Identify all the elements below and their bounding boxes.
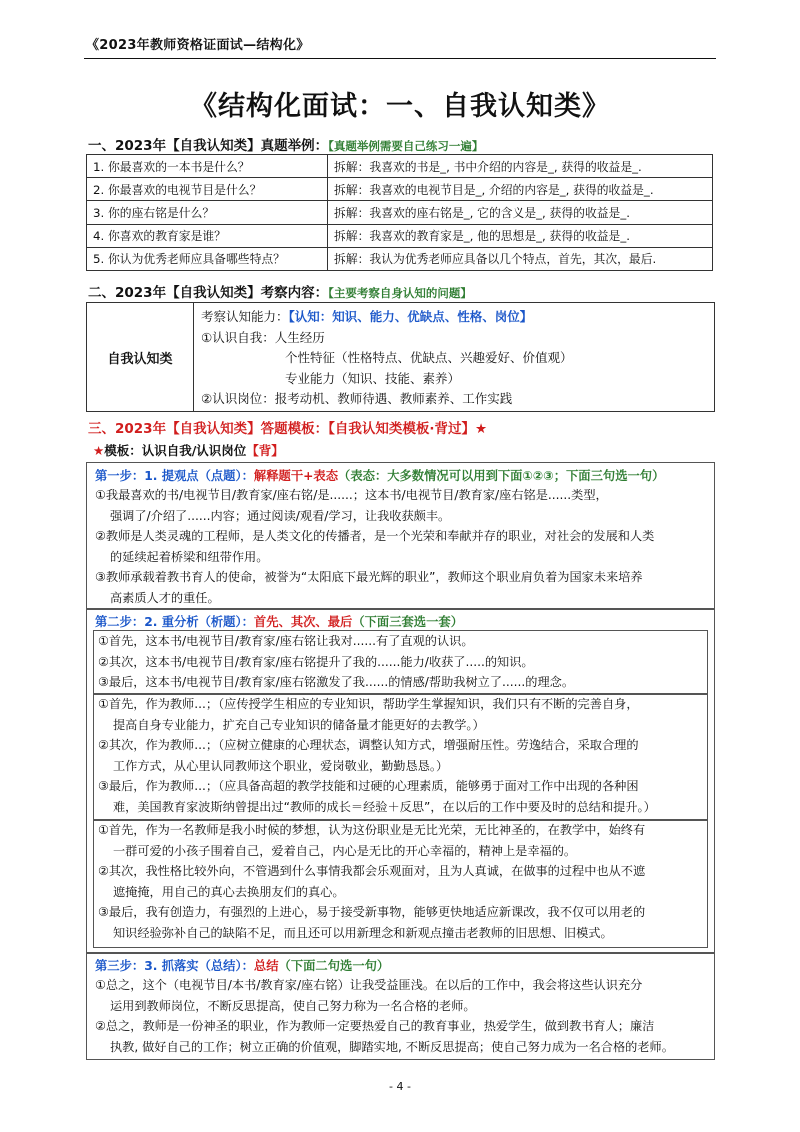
step3-p2b: 执教, 做好自己的工作；树立正确的价值观，脚踏实地, 不断反思提高；使自己努力成为一名合格的老师。 bbox=[110, 1039, 674, 1054]
step1-focus: 解释题干+表态 bbox=[253, 469, 339, 483]
template-label: 模板：认识自我/认识岗位 bbox=[104, 443, 247, 458]
option-b-3a: ③最后，作为教师...；（应具备高超的教学技能和过硬的心理素质，能够勇于面对工作中出现的各种困 bbox=[98, 779, 639, 793]
section1-note: 【真题举例需要自己练习一遍】 bbox=[328, 139, 484, 153]
category-label: 自我认知类 bbox=[87, 303, 194, 411]
step3-p1a: ①总之，这个（电视节目/本书/教育家/座右铭）让我受益匪浅。在以后的工作中，我会将这些认识充分 bbox=[95, 978, 643, 992]
ability-keys: 【认知：知识、能力、优缺点、性格、岗位】 bbox=[288, 309, 533, 324]
option-c-1a: ①首先，作为一名教师是我小时候的梦想，认为这份职业是无比光荣，无比神圣的，在教学中，始终有 bbox=[98, 823, 646, 837]
option-c-2a: ②其次，我性格比较外向，不管遇到什么事情我都会乐观面对，且为人真诚，在做事的过程中也从不遮 bbox=[98, 864, 646, 878]
option-c-3b: 知识经验弥补自己的缺陷不足，而且还可以用新理念和新观点撞击老教师的旧思想、旧模式。 bbox=[113, 925, 613, 940]
section3-heading: 三、2023年【自我认知类】答题模板：【自我认知类模板·背过】★ bbox=[88, 421, 488, 437]
answer-cell: 拆解：我喜欢的教育家是_, 他的思想是_, 获得的收益是_. bbox=[328, 224, 713, 247]
step1-p2b: 的延续起着桥梁和纽带作用。 bbox=[110, 549, 269, 564]
question-cell: 1. 你最喜欢的一本书是什么？ bbox=[87, 155, 328, 178]
ability-line bbox=[201, 307, 573, 328]
step2-focus: 首先、其次、最后 bbox=[253, 615, 353, 629]
header-rule bbox=[84, 58, 716, 59]
question-cell: 2. 你最喜欢的电视节目是什么？ bbox=[87, 178, 328, 201]
trait-line: 个性特征（性格特点、优缺点、兴趣爱好、价值观） bbox=[285, 350, 573, 365]
option-a-3: ③最后，这本书/电视节目/教育家/座右铭激发了我......的情感/帮助我树立了......的理念。 bbox=[98, 675, 575, 689]
running-title: 《2023年教师资格证面试—结构化》 bbox=[86, 38, 310, 53]
step3-p2a: ②总之，教师是一份神圣的职业，作为教师一定要热爱自己的教育事业，热爱学生，做到教书育人；廉洁 bbox=[95, 1019, 655, 1033]
content-table bbox=[86, 302, 715, 412]
template-tag: 【背】 bbox=[246, 443, 284, 458]
option-c-1b: 一群可爱的小孩子围着自己，爱着自己，内心是无比的开心幸福的，精神上是幸福的。 bbox=[113, 843, 577, 858]
step1-p2a: ②教师是人类灵魂的工程师，是人类文化的传播者，是一个光荣和奉献并存的职业，对社会的发展和人类 bbox=[95, 529, 655, 543]
section2-heading bbox=[88, 281, 472, 301]
step3-note: （下面二句选一句） bbox=[278, 959, 390, 973]
table-row bbox=[87, 155, 713, 178]
option-c bbox=[98, 820, 645, 943]
page-title: 《结构化面试：一、自我认知类》 bbox=[190, 91, 610, 122]
step1-p3a: ③教师承载着教书育人的使命，被誉为“太阳底下最光辉的职业”，教师这个职业肩负着为国家未来培养 bbox=[95, 570, 643, 584]
option-b-2a: ②其次，作为教师...；（应树立健康的心理状态，调整认知方式，增强耐压性。劳逸结合，采取合理的 bbox=[98, 738, 639, 752]
answer-cell: 拆解：我喜欢的座右铭是_, 它的含义是_, 获得的收益是_. bbox=[328, 201, 713, 224]
step1-p1a: ①我最喜欢的书/电视节目/教育家/座右铭/是......；这本书/电视节目/教育家/座右铭是......类型， bbox=[95, 488, 608, 502]
section2-title: 二、2023年【自我认知类】考察内容： bbox=[88, 285, 329, 301]
step3-paragraphs bbox=[95, 975, 674, 1057]
step2-note: （下面三套选一套） bbox=[352, 615, 463, 629]
step3-label: 第三步：3. 抓落实（总结）： bbox=[95, 959, 254, 973]
option-c-2b: 遮掩掩，用自己的真心去换朋友们的真心。 bbox=[113, 884, 345, 899]
section2-note: 【主要考察自身认知的问题】 bbox=[328, 286, 472, 300]
option-a-2: ②其次，这本书/电视节目/教育家/座右铭提升了我的......能力/收获了.....的知识。 bbox=[98, 654, 534, 669]
content-body bbox=[201, 307, 573, 410]
question-cell: 5. 你认为优秀老师应具备哪些特点？ bbox=[87, 247, 328, 270]
option-b-1b: 提高自身专业能力，扩充自己专业知识的储备量才能更好的去教学。） bbox=[113, 717, 485, 732]
answer-cell: 拆解：我喜欢的电视节目是_, 介绍的内容是_, 获得的收益是_. bbox=[328, 178, 713, 201]
ability-label: 考察认知能力： bbox=[201, 309, 289, 324]
skill-line: 专业能力（知识、技能、素养） bbox=[285, 370, 461, 386]
option-b bbox=[98, 694, 656, 817]
post-line: ②认识岗位：报考动机、教师待遇、教师素养、工作实践 bbox=[201, 391, 513, 406]
answer-cell: 拆解：我认为优秀老师应具备以几个特点，首先，其次，最后. bbox=[328, 247, 713, 270]
option-a bbox=[98, 631, 574, 693]
section1-title: 一、2023年【自我认知类】真题举例： bbox=[88, 138, 329, 154]
option-a-1: ①首先，这本书/电视节目/教育家/座右铭让我对......有了直观的认识。 bbox=[98, 634, 474, 648]
option-b-2b: 工作方式，从心里认同教师这个职业，爱岗敬业，勤勤恳恳。） bbox=[113, 758, 449, 773]
step1-note: （表态：大多数情况可以用到下面①②③；下面三句选一句） bbox=[338, 469, 665, 483]
answer-cell: 拆解：我喜欢的书是_, 书中介绍的内容是_, 获得的收益是_. bbox=[328, 155, 713, 178]
step1-p3b: 高素质人才的重任。 bbox=[110, 590, 220, 605]
option-c-3a: ③最后，我有创造力，有强烈的上进心，易于接受新事物，能够更快地适应新课改，我不仅可以用老的 bbox=[98, 905, 646, 919]
step1-p1b: 强调了/介绍了......内容；通过阅读/观看/学习，让我收获颇丰。 bbox=[110, 508, 451, 523]
template-line bbox=[93, 441, 284, 459]
option-b-3b: 难，美国教育家波斯纳曾提出过“教师的成长＝经验＋反思”，在以后的工作中要及时的总结和提升。） bbox=[113, 799, 656, 814]
step3-p1b: 运用到教师岗位，不断反思提高，使自己努力称为一名合格的老师。 bbox=[110, 998, 476, 1013]
table-row bbox=[87, 247, 713, 270]
step1-heading bbox=[95, 466, 664, 484]
step1-label: 第一步：1. 提观点（点题）： bbox=[95, 469, 254, 483]
step3-focus: 总结 bbox=[253, 959, 279, 973]
examples-table bbox=[86, 154, 713, 271]
table-row bbox=[87, 201, 713, 224]
step1-paragraphs bbox=[95, 485, 654, 608]
option-b-1a: ①首先，作为教师...；（应传授学生相应的专业知识，帮助学生掌握知识，我们只有不断的完善自身， bbox=[98, 697, 639, 711]
table-row bbox=[87, 224, 713, 247]
table-row bbox=[87, 178, 713, 201]
question-cell: 4. 你喜欢的教育家是谁？ bbox=[87, 224, 328, 247]
self-line: ①认识自我：人生经历 bbox=[201, 329, 325, 345]
section1-heading bbox=[88, 134, 483, 154]
question-cell: 3. 你的座右铭是什么？ bbox=[87, 201, 328, 224]
step2-label: 第二步：2. 重分析（析题）： bbox=[95, 615, 254, 629]
star-icon: ★ bbox=[93, 443, 105, 458]
step3-heading bbox=[95, 956, 389, 974]
step2-heading bbox=[95, 612, 463, 630]
page-number: - 4 - bbox=[389, 1080, 411, 1093]
